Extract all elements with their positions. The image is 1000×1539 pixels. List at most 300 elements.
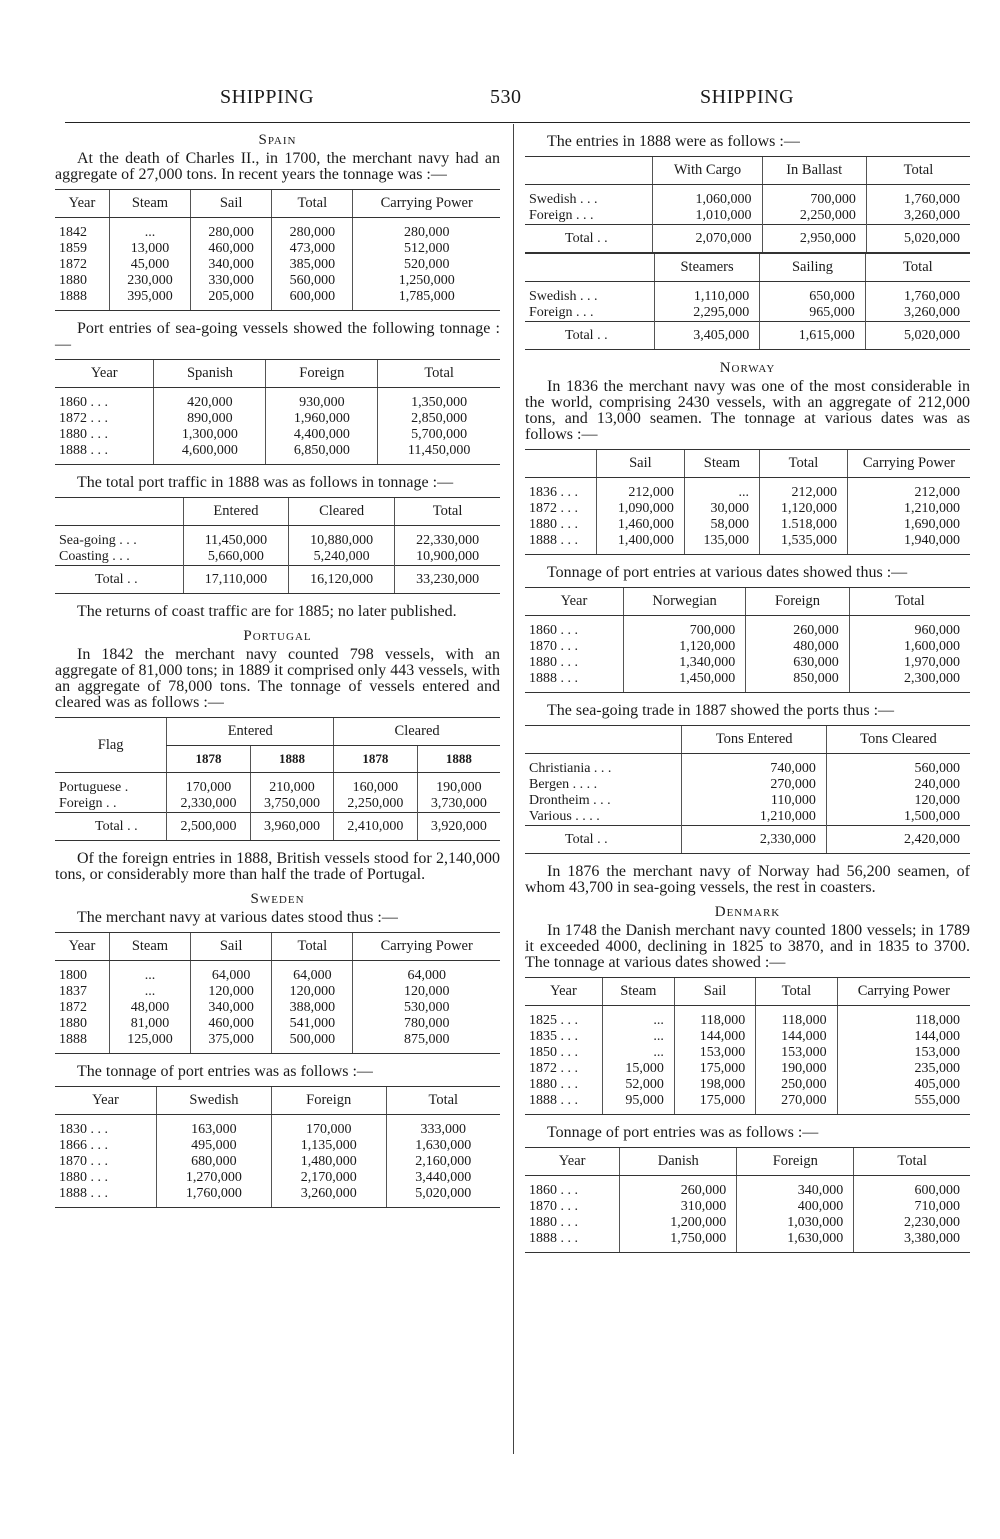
col-header: 1888	[250, 746, 333, 773]
col-header	[525, 450, 596, 478]
col-header: Year	[525, 978, 602, 1006]
row-label: 1880 . . .	[529, 1077, 578, 1092]
total-cell: 17,110,000	[183, 566, 288, 594]
col-header: Total	[756, 978, 837, 1006]
col-header: Sail	[674, 978, 755, 1006]
section-title-norway: Norway	[719, 360, 776, 376]
row-label: Various . . . .	[529, 809, 600, 824]
row-label: 1825 . . .	[529, 1013, 578, 1028]
table-cell: 473,000	[272, 241, 353, 257]
col-header: Cleared	[289, 498, 395, 526]
total-row	[55, 566, 500, 594]
row-label: 1860 . . .	[59, 395, 108, 410]
table-cell: 500,000	[272, 1032, 353, 1054]
table-cell: 118,000	[674, 1006, 755, 1030]
table-cell: 1,210,000	[848, 501, 971, 517]
table-row	[55, 273, 500, 289]
table-cell: 15,000	[602, 1061, 674, 1077]
total-row	[55, 813, 500, 841]
total-label: Total . .	[525, 322, 654, 350]
col-header: Year	[55, 190, 109, 218]
page-number: 530	[490, 86, 522, 108]
table-row	[55, 549, 500, 566]
table-row	[55, 388, 500, 412]
table-cell: 240,000	[826, 777, 970, 793]
row-label: Coasting . . .	[59, 549, 130, 564]
table-cell: 2,330,000	[167, 796, 250, 813]
table-cell: 890,000	[154, 411, 266, 427]
table-cell: 2,170,000	[271, 1170, 386, 1186]
table-cell: 1,250,000	[353, 273, 500, 289]
table-row	[525, 809, 970, 826]
data-table	[55, 497, 500, 594]
table-cell: 170,000	[271, 1115, 386, 1139]
table-cell: 6,850,000	[266, 443, 378, 465]
table-cell: 198,000	[674, 1077, 755, 1093]
row-label: Foreign . . .	[529, 305, 594, 320]
table-cell: 13,000	[109, 241, 190, 257]
table-cell: 5,020,000	[386, 1186, 500, 1208]
section-title-sweden: Sweden	[250, 891, 305, 907]
col-header: Year	[55, 360, 154, 388]
table-cell: 210,000	[250, 773, 333, 797]
table-cell: 333,000	[386, 1115, 500, 1139]
paragraph: In 1836 the merchant navy was one of the most considerable in the world, comprising 2430 vessels, with an aggregate of 212,000 tons, and 13,000 seamen. The tonnage at various dates was as follows :—	[525, 378, 970, 443]
table-row	[55, 984, 500, 1000]
col-header: Danish	[620, 1148, 737, 1176]
table-cell: 850,000	[746, 671, 850, 693]
table-cell: 125,000	[109, 1032, 190, 1054]
table-cell: 280,000	[191, 218, 272, 242]
total-cell: 3,405,000	[654, 322, 759, 350]
col-header: Swedish	[157, 1087, 272, 1115]
col-header: 1878	[167, 746, 250, 773]
table-cell: 1,120,000	[759, 501, 847, 517]
table-cell: 1,135,000	[271, 1138, 386, 1154]
table-cell: 3,260,000	[865, 305, 970, 322]
table-cell: 10,880,000	[289, 526, 395, 550]
table-cell: 1,010,000	[653, 208, 762, 225]
table-row	[525, 501, 970, 517]
row-label: 1872 . . .	[529, 501, 578, 516]
table-row	[55, 411, 500, 427]
paragraph: The sea-going trade in 1887 showed the ports thus :—	[547, 702, 895, 719]
row-label: 1800	[59, 968, 87, 983]
table-row	[55, 773, 500, 797]
total-cell: 33,230,000	[395, 566, 500, 594]
table-row	[525, 1006, 970, 1030]
data-table	[55, 359, 500, 465]
col-header: Total	[865, 254, 970, 282]
col-header: With Cargo	[653, 157, 762, 185]
col-header: 1888	[417, 746, 500, 773]
table-cell: 2,850,000	[378, 411, 500, 427]
table-cell: 230,000	[109, 273, 190, 289]
table-cell: 700,000	[623, 616, 745, 640]
table-row	[55, 241, 500, 257]
table-cell: 110,000	[682, 793, 826, 809]
table-cell: 930,000	[266, 388, 378, 412]
section-title-denmark: Denmark	[714, 904, 781, 920]
total-row	[525, 225, 970, 253]
table-cell: 144,000	[674, 1029, 755, 1045]
row-label: 1880 . . .	[529, 517, 578, 532]
table-cell: 22,330,000	[395, 526, 500, 550]
col-header: In Ballast	[762, 157, 866, 185]
table-cell: 3,380,000	[854, 1231, 970, 1253]
col-header: Total	[395, 498, 500, 526]
row-label: 1836 . . .	[529, 485, 578, 500]
col-header	[55, 498, 183, 526]
row-label: 1888 . . .	[525, 1231, 620, 1253]
table-cell: 1,600,000	[849, 639, 970, 655]
table-row	[525, 777, 970, 793]
table-cell: 3,750,000	[250, 796, 333, 813]
table-cell: 1,460,000	[596, 517, 684, 533]
table-cell: 212,000	[759, 478, 847, 502]
header-rule	[65, 122, 970, 123]
col-header: Sailing	[760, 254, 865, 282]
total-cell: 2,500,000	[167, 813, 250, 841]
table-cell: 1,210,000	[682, 809, 826, 826]
row-label: 1888	[55, 1032, 109, 1054]
table-cell: 120,000	[826, 793, 970, 809]
col-header: Total	[386, 1087, 500, 1115]
table-row	[55, 1186, 500, 1208]
table-cell: 1,500,000	[826, 809, 970, 826]
row-label: 1872 . . .	[59, 411, 108, 426]
table-cell: 420,000	[154, 388, 266, 412]
total-cell: 2,420,000	[826, 826, 970, 854]
paragraph: Of the foreign entries in 1888, British vessels stood for 2,140,000 tons, or considerably more than half the trade of Portugal.	[55, 850, 500, 883]
table-cell: 135,000	[684, 533, 759, 555]
row-label: 1860 . . .	[529, 1183, 578, 1198]
table-row	[55, 1032, 500, 1054]
data-table	[525, 977, 970, 1115]
table-cell: 64,000	[353, 961, 500, 985]
row-label: 1860 . . .	[529, 623, 578, 638]
total-cell: 1,615,000	[760, 322, 865, 350]
table-cell: 205,000	[191, 289, 272, 311]
table-cell: 153,000	[837, 1045, 970, 1061]
table-row	[525, 533, 970, 555]
paragraph: Tonnage of port entries at various dates showed thus :—	[547, 564, 908, 581]
table-cell: 388,000	[272, 1000, 353, 1016]
table-cell: 58,000	[684, 517, 759, 533]
col-header: Total	[272, 933, 353, 961]
table-cell: 340,000	[737, 1176, 854, 1200]
table-cell: 1,350,000	[378, 388, 500, 412]
table-cell: 10,900,000	[395, 549, 500, 566]
col-header: Spanish	[154, 360, 266, 388]
table-cell: 480,000	[746, 639, 850, 655]
table-cell: 385,000	[272, 257, 353, 273]
table-row	[55, 427, 500, 443]
table-cell: 120,000	[191, 984, 272, 1000]
table-cell: 1,960,000	[266, 411, 378, 427]
table-cell: 1,535,000	[759, 533, 847, 555]
col-header: Total	[759, 450, 847, 478]
row-label: 1888 . . .	[55, 443, 154, 465]
col-header: Steam	[109, 933, 190, 961]
table-cell: 1,630,000	[737, 1231, 854, 1253]
table-cell: 5,700,000	[378, 427, 500, 443]
table-cell: 541,000	[272, 1016, 353, 1032]
col-header: Foreign	[746, 588, 850, 616]
col-header: Foreign	[266, 360, 378, 388]
table-row	[55, 1154, 500, 1170]
row-label: Foreign . .	[59, 796, 117, 811]
row-label: 1850 . . .	[529, 1045, 578, 1060]
row-label: 1866 . . .	[59, 1138, 108, 1153]
table-cell: ...	[109, 984, 190, 1000]
table-row	[525, 208, 970, 225]
table-cell: 1,030,000	[737, 1215, 854, 1231]
paragraph: The returns of coast traffic are for 1885; no later published.	[77, 603, 457, 620]
table-cell: 170,000	[167, 773, 250, 797]
table-cell: 118,000	[756, 1006, 837, 1030]
column-divider	[513, 124, 514, 1454]
row-label: 1880 . . .	[59, 427, 108, 442]
table-cell: 1,940,000	[848, 533, 971, 555]
total-cell: 5,020,000	[865, 322, 970, 350]
table-cell: ...	[602, 1045, 674, 1061]
table-cell: 530,000	[353, 1000, 500, 1016]
right-column	[525, 124, 970, 1263]
table-row	[525, 616, 970, 640]
table-cell: 680,000	[157, 1154, 272, 1170]
col-header	[525, 157, 653, 185]
total-cell: 5,020,000	[866, 225, 970, 253]
row-label: 1835 . . .	[529, 1029, 578, 1044]
table-row	[525, 671, 970, 693]
col-header: Year	[525, 1148, 620, 1176]
table-cell: 45,000	[109, 257, 190, 273]
col-header: Total	[849, 588, 970, 616]
total-cell: 16,120,000	[289, 566, 395, 594]
total-label: Total . .	[55, 813, 167, 841]
section-title-portugal: Portugal	[243, 628, 312, 644]
row-label: Swedish . . .	[529, 289, 598, 304]
table-row	[525, 517, 970, 533]
data-table	[55, 932, 500, 1054]
table-cell: 340,000	[191, 1000, 272, 1016]
col-header: Year	[55, 933, 109, 961]
table-cell: 2,295,000	[654, 305, 759, 322]
table-row	[525, 754, 970, 778]
table-row	[55, 443, 500, 465]
data-table	[525, 1147, 970, 1253]
table-cell: 120,000	[272, 984, 353, 1000]
table-cell: 3,440,000	[386, 1170, 500, 1186]
table-cell: 965,000	[760, 305, 865, 322]
table-row	[525, 1045, 970, 1061]
table-cell: 3,260,000	[271, 1186, 386, 1208]
table-cell: 1,450,000	[623, 671, 745, 693]
col-header: Tons Entered	[682, 726, 826, 754]
table-row	[55, 1016, 500, 1032]
table-row	[525, 1029, 970, 1045]
table-cell: 212,000	[596, 478, 684, 502]
data-table	[55, 717, 500, 841]
table-cell: 1,060,000	[653, 185, 762, 209]
table-cell: 630,000	[746, 655, 850, 671]
table-cell: 3,260,000	[866, 208, 970, 225]
table-cell: 460,000	[191, 241, 272, 257]
row-label: 1870 . . .	[529, 1199, 578, 1214]
table-row	[525, 1077, 970, 1093]
left-column	[55, 124, 500, 1218]
table-cell: 95,000	[602, 1093, 674, 1115]
total-cell: 3,920,000	[417, 813, 500, 841]
table-cell: 280,000	[272, 218, 353, 242]
data-table	[55, 189, 500, 311]
row-label: 1859	[59, 241, 87, 256]
table-cell: 1,750,000	[620, 1231, 737, 1253]
total-row	[525, 826, 970, 854]
table-cell: 780,000	[353, 1016, 500, 1032]
col-header: Steamers	[654, 254, 759, 282]
table-cell: 270,000	[756, 1093, 837, 1115]
data-table	[55, 1086, 500, 1208]
table-row	[55, 1170, 500, 1186]
table-row	[55, 1138, 500, 1154]
col-header: Carrying Power	[848, 450, 971, 478]
table-cell: 1.518,000	[759, 517, 847, 533]
table-cell: 160,000	[334, 773, 417, 797]
row-label: 1870 . . .	[529, 639, 578, 654]
col-header: Tons Cleared	[826, 726, 970, 754]
row-label: 1888 . . .	[525, 671, 623, 693]
col-header	[525, 254, 654, 282]
table-row	[55, 257, 500, 273]
table-row	[55, 526, 500, 550]
table-row	[55, 796, 500, 813]
table-row	[55, 218, 500, 242]
paragraph: Tonnage of port entries was as follows :—	[547, 1124, 819, 1141]
table-cell: 2,160,000	[386, 1154, 500, 1170]
row-label: Christiania . . .	[529, 761, 612, 776]
col-header: Year	[55, 1087, 157, 1115]
table-cell: 2,230,000	[854, 1215, 970, 1231]
table-cell: 175,000	[674, 1061, 755, 1077]
table-cell: 600,000	[272, 289, 353, 311]
col-header: Norwegian	[623, 588, 745, 616]
row-label: Swedish . . .	[529, 192, 598, 207]
row-label: 1880	[59, 1016, 87, 1031]
col-header: Foreign	[737, 1148, 854, 1176]
table-cell: 52,000	[602, 1077, 674, 1093]
table-cell: 405,000	[837, 1077, 970, 1093]
table-cell: 1,120,000	[623, 639, 745, 655]
paragraph: The tonnage of port entries was as follows :—	[77, 1063, 373, 1080]
table-cell: 48,000	[109, 1000, 190, 1016]
row-label: Sea-going . . .	[59, 533, 137, 548]
table-cell: 81,000	[109, 1016, 190, 1032]
paragraph: At the death of Charles II., in 1700, the merchant navy had an aggregate of 27,000 tons. In recent years the tonnage was :—	[55, 150, 500, 183]
table-cell: ...	[109, 218, 190, 242]
table-cell: 512,000	[353, 241, 500, 257]
table-cell: 310,000	[620, 1199, 737, 1215]
table-cell: 270,000	[682, 777, 826, 793]
row-label: 1880 . . .	[529, 1215, 578, 1230]
table-row	[55, 961, 500, 985]
table-cell: 2,300,000	[849, 671, 970, 693]
table-cell: 740,000	[682, 754, 826, 778]
paragraph: In 1842 the merchant navy counted 798 vessels, with an aggregate of 81,000 tons; in 1889 it comprised only 443 vessels, with an aggregate of 78,000 tons. The tonnage of vessels entered and cleared was as follows :—	[55, 646, 500, 711]
table-cell: 600,000	[854, 1176, 970, 1200]
row-label: Drontheim . . .	[529, 793, 611, 808]
table-cell: 495,000	[157, 1138, 272, 1154]
table-cell: 175,000	[674, 1093, 755, 1115]
row-label: 1888	[55, 289, 109, 311]
running-head-left: SHIPPING	[220, 86, 315, 108]
row-label: Foreign . . .	[529, 208, 594, 223]
table-row	[525, 1093, 970, 1115]
table-cell: 153,000	[674, 1045, 755, 1061]
row-label: 1830 . . .	[59, 1122, 108, 1137]
table-row	[525, 639, 970, 655]
row-label: 1880	[59, 273, 87, 288]
table-row	[525, 305, 970, 322]
table-cell: 212,000	[848, 478, 971, 502]
table-cell: 1,340,000	[623, 655, 745, 671]
data-table	[525, 725, 970, 854]
paragraph: In 1748 the Danish merchant navy counted 1800 vessels; in 1789 it exceeded 4000, declining in 1825 to 3870, and in 1835 to 3700. The tonnage at various dates showed :—	[525, 922, 970, 971]
table-row	[55, 1115, 500, 1139]
col-header: Sail	[596, 450, 684, 478]
col-header: Year	[525, 588, 623, 616]
table-cell: 260,000	[746, 616, 850, 640]
table-cell: 1,270,000	[157, 1170, 272, 1186]
table-cell: 2,250,000	[334, 796, 417, 813]
total-cell: 2,330,000	[682, 826, 826, 854]
row-label: 1872	[59, 257, 87, 272]
table-cell: 250,000	[756, 1077, 837, 1093]
table-cell: 560,000	[826, 754, 970, 778]
table-cell: 375,000	[191, 1032, 272, 1054]
table-cell: 64,000	[272, 961, 353, 985]
table-cell: 960,000	[849, 616, 970, 640]
col-header: Sail	[191, 190, 272, 218]
col-header: Sail	[191, 933, 272, 961]
table-cell: 1,400,000	[596, 533, 684, 555]
col-header: 1878	[334, 746, 417, 773]
row-label: 1837	[59, 984, 87, 999]
table-cell: 190,000	[756, 1061, 837, 1077]
table-cell: 520,000	[353, 257, 500, 273]
table-cell: 1,630,000	[386, 1138, 500, 1154]
row-label: 1888 . . .	[525, 1093, 602, 1115]
table-cell: 710,000	[854, 1199, 970, 1215]
table-cell: 5,660,000	[183, 549, 288, 566]
table-row	[525, 282, 970, 306]
table-row	[525, 1176, 970, 1200]
table-cell: ...	[602, 1006, 674, 1030]
data-table	[525, 587, 970, 693]
table-cell: 340,000	[191, 257, 272, 273]
paragraph: The merchant navy at various dates stood thus :—	[77, 909, 398, 926]
table-cell: 5,240,000	[289, 549, 395, 566]
col-header: Steam	[602, 978, 674, 1006]
row-label: Bergen . . . .	[529, 777, 598, 792]
table-cell: 4,600,000	[154, 443, 266, 465]
table-cell: 460,000	[191, 1016, 272, 1032]
table-cell: 1,760,000	[865, 282, 970, 306]
table-cell: 144,000	[837, 1029, 970, 1045]
section-title-spain: Spain	[258, 132, 297, 148]
row-label: 1880 . . .	[529, 655, 578, 670]
